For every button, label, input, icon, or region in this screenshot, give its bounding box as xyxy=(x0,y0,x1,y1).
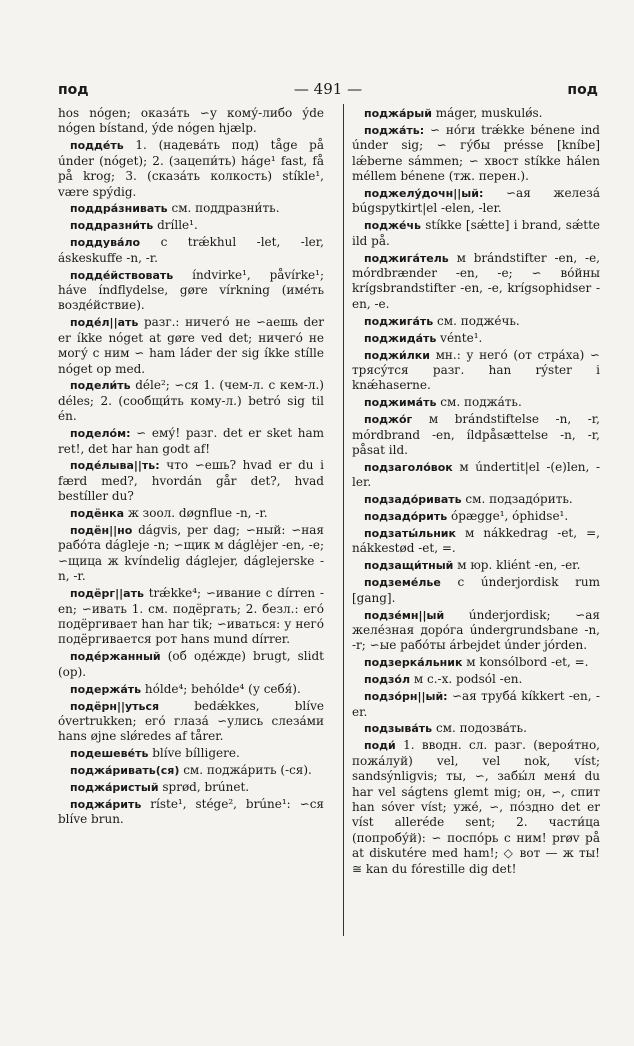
entry-definition: м brándstifter -en, -e, mórdbrænder -en, -e; ∽ во́йны krígsbrandstifter -en, -e, krígsophidser -en, -e. xyxy=(352,250,600,311)
entry-definition: мн.: у него́ (от стра́ха) ∽ трясу́тся разг. han rýster i knǽhaserne. xyxy=(352,347,600,393)
dictionary-entry xyxy=(58,523,324,585)
entry-headword: подзерка́льник xyxy=(364,656,463,670)
entry-definition: ríste¹, stége², brúne¹: ∽ся blíve brun. xyxy=(58,796,324,827)
dictionary-entry xyxy=(352,412,600,458)
dictionary-entry xyxy=(352,348,600,394)
entry-headword: подзо́рн||ый: xyxy=(364,690,448,704)
entry-headword: поджелу́дочн||ый: xyxy=(364,187,484,201)
entry-definition: déle²; ∽ся 1. (чем-л. с кем-л.) déles; 2. (сообщи́ть кому-л.) betró sig til én. xyxy=(58,378,324,424)
entry-definition: (об оде́жде) brugt, slidt (op). xyxy=(58,649,324,679)
page-number: — 491 — xyxy=(293,80,363,98)
dictionary-entry xyxy=(352,558,600,573)
entry-headword: подёнка xyxy=(70,507,124,521)
dictionary-entry xyxy=(352,608,600,654)
dictionary-entry xyxy=(58,763,324,778)
dictionary-entry xyxy=(58,458,324,504)
entry-headword: подзо́л xyxy=(364,673,411,687)
entry-headword: подзадо́рить xyxy=(364,510,448,524)
entry-definition: см. подозва́ть. xyxy=(435,721,527,736)
entry-headword: поделóм: xyxy=(70,427,131,441)
entry-definition: см. подже́чь. xyxy=(437,313,520,328)
entry-headword: поде́л||ать xyxy=(70,316,139,330)
entry-headword: поджа́ристый xyxy=(70,781,159,795)
dictionary-entry xyxy=(352,395,600,410)
entry-definition: с trǽkhul -let, -ler, áskeskuffe -n, -r. xyxy=(58,235,324,265)
entry-definition: 1. (надева́ть под) tåge på únder (nóget); 2. (зацепи́ть) háge¹ fast, få på krog; 3. (сказа́ть колкость) stíkle¹, være spýdig. xyxy=(58,138,324,199)
entry-headword: подземе́лье xyxy=(364,576,441,590)
entry-definition: dágvis, per dag; ∽ный: ∽ная рабо́та dágleje -n; ∽щик м dágle̍jer -en, -e; ∽щица ж kvíndelig dáglejer, dáglejerske -n, -r. xyxy=(58,523,324,584)
dictionary-entry xyxy=(58,235,324,266)
dictionary-entry xyxy=(352,738,600,877)
entry-headword: подзаты́льник xyxy=(364,527,456,541)
entry-definition: máger, muskulǿs. xyxy=(435,106,543,120)
entry-definition: vénte¹. xyxy=(440,330,483,345)
dictionary-entry xyxy=(58,649,324,680)
dictionary-entry xyxy=(58,746,324,761)
entry-definition: sprød, brúnet. xyxy=(162,780,250,795)
entry-headword: поджима́ть xyxy=(364,396,437,410)
entry-headword: подели́ть xyxy=(70,379,131,393)
entry-headword: поджа́рый xyxy=(364,107,432,120)
dictionary-entry xyxy=(58,699,324,745)
dictionary-entry xyxy=(58,218,324,233)
right-column xyxy=(352,106,600,879)
entry-definition: blíve bílligere. xyxy=(152,746,240,761)
dictionary-entry xyxy=(352,460,600,491)
entry-headword: поджига́тель xyxy=(364,251,449,265)
entry-definition: см. поджа́ть. xyxy=(440,395,522,410)
entry-headword: подёрг||ать xyxy=(70,587,144,601)
entry-definition: м с.-х. podsól -en. xyxy=(413,672,523,687)
entry-headword: подéржанный xyxy=(70,650,161,664)
entry-headword: подзаголо́вок xyxy=(364,460,453,474)
entry-definition: ∽ ему́! разг. det er sket ham ret!, det har han godt af! xyxy=(58,426,324,456)
dictionary-entry xyxy=(58,315,324,377)
entry-definition: м brándstiftelse -n, -r, mórdbrand -en, íldpåsættelse -n, -r, påsat ild. xyxy=(352,412,600,458)
dictionary-entry xyxy=(58,506,324,521)
entry-definition: bedǽkkes, blíve óvertrukken; его́ глаза́ ∽улись слеза́ми hans øjne slǿredes af tårer. xyxy=(58,698,324,744)
entry-definition: únderjordisk; ∽ая желе́зная доро́га úndergrundsbane -n, -r; ∽ые рабо́ты árbejdet únder jórden. xyxy=(352,607,600,653)
dictionary-entry xyxy=(58,682,324,697)
entry-headword: поджи́лки xyxy=(364,348,430,362)
left-column xyxy=(58,106,324,829)
entry-headword: подде́ть xyxy=(70,139,124,153)
entry-definition: см. поддразни́ть. xyxy=(171,201,280,216)
entry-headword: поддразни́ть xyxy=(70,219,154,233)
entry-definition: ж зоол. døgnflue -n, -r. xyxy=(127,506,268,521)
dictionary-entry xyxy=(352,251,600,313)
dictionary-entry xyxy=(58,586,324,648)
entry-definition: с únderjordisk rum [gang]. xyxy=(352,575,600,605)
entry-definition: ópægge¹, óphidse¹. xyxy=(451,509,569,524)
entry-definition: hos nógen; оказа́ть ∽у кому́-либо ýde nógen bístand, ýde nógen hjælp. xyxy=(58,106,324,136)
dictionary-entry xyxy=(352,492,600,507)
dictionary-entry xyxy=(352,509,600,524)
entry-definition: что ∽ешь? hvad er du i færd med?, hvordán går det?, hvad bestíller du? xyxy=(58,458,324,504)
entry-headword: поддра́знивать xyxy=(70,202,168,216)
dictionary-entry xyxy=(352,655,600,670)
dictionary-entry xyxy=(352,526,600,557)
dictionary-entry xyxy=(352,218,600,249)
entry-definition: разг.: ничего́ не ∽аешь der er íkke nóget at gøre ved det; ничего́ не могу́ с ним ∽ ham láder der sig íkke stílle nóget op med. xyxy=(58,315,324,376)
entry-headword: подён||но xyxy=(70,524,133,538)
entry-definition: hólde⁴; behólde⁴ (у себя́). xyxy=(144,681,301,696)
dictionary-entry xyxy=(352,314,600,329)
dictionary-entry xyxy=(58,268,324,314)
entry-definition: м úndertit|el -(e)len, -ler. xyxy=(352,459,600,490)
dictionary-entry xyxy=(352,331,600,346)
entry-definition: ∽ая труба́ kíkkert -en, -er. xyxy=(352,689,600,719)
entry-headword: поджида́ть xyxy=(364,331,437,345)
dictionary-entry xyxy=(58,378,324,424)
entry-definition: см. подзадо́рить. xyxy=(465,492,573,507)
entry-definition: índvirke¹, påvírke¹; háve índflydelse, gøre vírkning (име́ть возде́йствие). xyxy=(58,267,324,313)
dictionary-entry xyxy=(352,123,600,185)
column-divider xyxy=(343,104,344,936)
dictionary-entry xyxy=(58,106,324,137)
header-left-word: под xyxy=(58,82,89,98)
header-right-word: под xyxy=(567,82,598,98)
entry-definition: 1. вводн. сл. разг. (вероя́тно, пожа́луй) vel, vel nok, víst; sandsýnligvis; ты, ∽, забы́л меня́ du har vel ságtens glemt mig; он, ∽, спит han sóver víst; уже́, ∽, по́здно det er víst alleréde sent; 2. части́ца (попробу́й): ∽ поспо́рь с ним! prøv på at diskutére med ham!; ◇ вот — ж ты! ≅ kan du fórestille dig det! xyxy=(352,738,600,876)
dictionary-entry xyxy=(58,780,324,795)
entry-definition: м konsólbord -et, =. xyxy=(466,655,589,670)
entry-headword: поди́ xyxy=(364,739,396,753)
entry-headword: поджа́ривать(ся) xyxy=(70,764,180,778)
entry-headword: подде́йствовать xyxy=(70,268,174,282)
entry-definition: stíkke [sǽtte] i brand, sǽtte ild på. xyxy=(352,218,600,248)
entry-headword: подешеве́ть xyxy=(70,747,149,761)
entry-headword: подзе́мн||ый xyxy=(364,608,445,622)
entry-headword: поджа́рить xyxy=(70,797,142,811)
entry-headword: поджо́г xyxy=(364,413,413,427)
entry-definition: м юр. kliént -en, -er. xyxy=(457,558,581,573)
entry-headword: подёрн||уться xyxy=(70,699,160,713)
entry-headword: подзыва́ть xyxy=(364,722,433,736)
dictionary-entry xyxy=(58,797,324,828)
dictionary-entry xyxy=(352,106,600,121)
entry-headword: подержа́ть xyxy=(70,682,142,696)
entry-headword: поде́лыва||ть: xyxy=(70,459,160,473)
entry-definition: ∽ но́ги trǽkke bénene ind únder sig; ∽ гу́бы présse [kníbe] lǽberne sámmen; ∽ хвост stíkke hálen méllem bénene (тж. перен.). xyxy=(352,122,600,184)
entry-definition: trǽkke⁴; ∽ивание с dírren -en; ∽ивать 1. см. подёргать; 2. безл.: его́ подёргивает han har tik; ∽иваться: у него́ подёргивается рот hans mund dírrer. xyxy=(58,586,324,647)
entry-definition: drílle¹. xyxy=(157,218,198,233)
dictionary-entry xyxy=(58,201,324,216)
entry-headword: подзадо́ривать xyxy=(364,493,462,507)
entry-headword: поджа́ть: xyxy=(364,123,425,137)
page-header xyxy=(58,80,598,102)
dictionary-entry xyxy=(58,426,324,457)
dictionary-entry xyxy=(352,672,600,687)
dictionary-entry xyxy=(352,186,600,217)
entry-definition: см. поджа́рить (-ся). xyxy=(183,763,312,778)
dictionary-entry xyxy=(352,721,600,736)
dictionary-entry xyxy=(58,138,324,200)
entry-definition: м nákkedrag -et, =, nákkestød -et, =. xyxy=(352,526,600,556)
dictionary-entry xyxy=(352,575,600,606)
entry-headword: поддува́ло xyxy=(70,236,141,250)
entry-definition: ∽ая железа́ búgspytkirt|el -elen, -ler. xyxy=(352,186,600,216)
entry-headword: поджига́ть xyxy=(364,314,434,328)
entry-headword: подзащи́тный xyxy=(364,559,454,573)
entry-headword: подже́чь xyxy=(364,219,421,233)
dictionary-entry xyxy=(352,689,600,720)
